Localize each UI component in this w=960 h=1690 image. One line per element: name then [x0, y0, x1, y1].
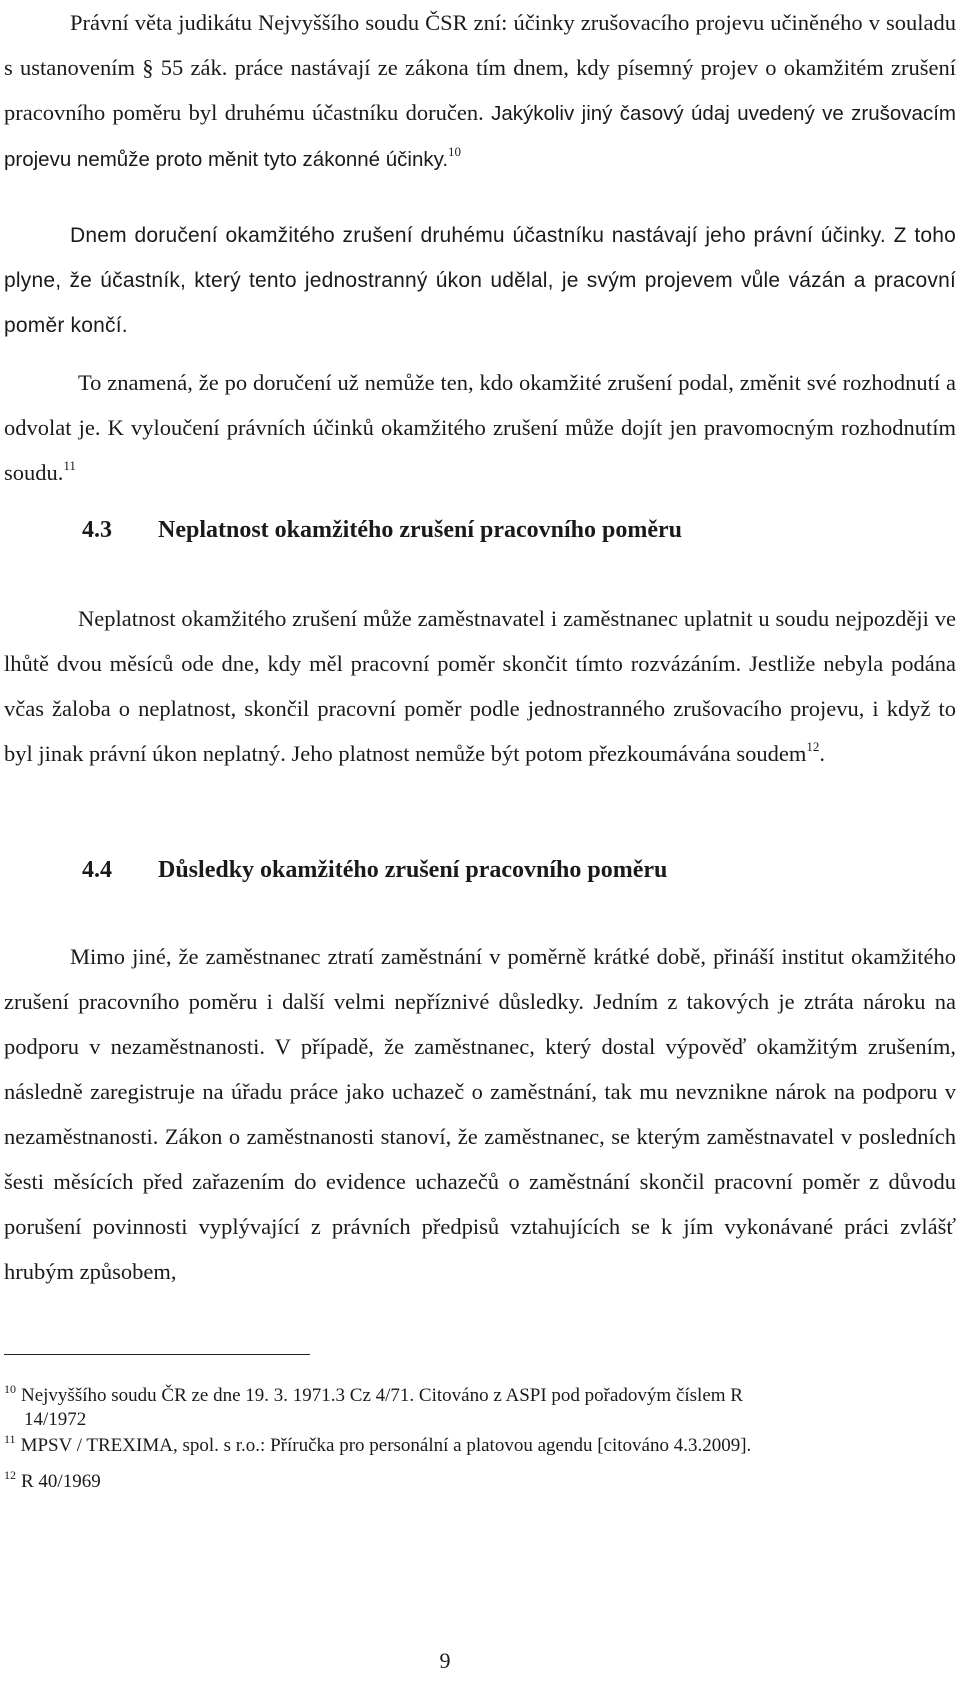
footnote-separator [4, 1354, 310, 1355]
paragraph-tail: Z toho plyne, že účastník, který tento jednostranný úkon udělal, je svým projevem vůle vázán a pracovní poměr končí. [4, 224, 956, 337]
footnote-text: Nejvyššího soudu ČR ze dne 19. 3. 1971.3 Cz 4/71. Citováno z ASPI pod pořadovým číslem R [21, 1385, 743, 1406]
footnote-number: 11 [4, 1432, 16, 1446]
footnote-text: R 40/1969 [21, 1471, 101, 1492]
footnote-number: 10 [4, 1382, 16, 1396]
paragraph-text: Neplatnost okamžitého zrušení může zaměstnavatel i zaměstnanec uplatnit u soudu nejpozději ve lhůtě dvou měsíců ode dne, kdy měl pracovní poměr skončit tímto rozvázáním. [4, 606, 956, 676]
paragraph-text: To znamená, že po doručení už nemůže ten, kdo okamžité zrušení podal, změnit své rozhodnutí a odvolat je. [4, 370, 956, 440]
paragraph-text: Mimo jiné, že zaměstnanec ztratí zaměstnání v poměrně krátké době, přináší institut okamžitého zrušení pracovního poměru i další velmi nepříznivé důsledky. Jedním z takových je ztráta nároku na podporu v nezaměstnanosti. V případě, že zaměstnanec, který dostal výpověď okamžitým zrušením, následně zaregistruje na úřadu práce jako uchazeč o zaměstnání, tak mu nevznikne nárok na podporu v nezaměstnanosti. Zákon o zaměstnanosti stanoví, že zaměstnanec, se kterým zaměstnavatel v posledních šesti měsících před zařazením do evidence uchazečů o zaměstnání skončil pracovní poměr z důvodu porušení povinnosti vyplývající z právních předpisů vztahujících se k jím vykonávané práci zvlášť hrubým způsobem, [4, 944, 956, 1284]
footnote-ref-10: 10 [448, 144, 462, 159]
paragraph-no-revocation [4, 360, 956, 495]
section-number: 4.4 [82, 857, 112, 883]
footnote-11 [4, 1434, 934, 1458]
paragraph-tail: Jakýkoliv jiný časový údaj uvedený ve zrušovacím projevu nemůže proto měnit tyto zákonné účinky. [4, 102, 956, 171]
paragraph-tail: Jestliže nebyla podána včas žaloba o neplatnost, skončil pracovní poměr podle jednostranného zrušovacího projevu, i když to byl jinak právní úkon neplatný. Jeho platnost nemůže být potom přezkoumávána soudem [4, 651, 956, 766]
section-heading-4-4 [82, 855, 667, 885]
footnote-number: 12 [4, 1468, 16, 1482]
section-heading-4-3 [82, 515, 682, 545]
page-number: 9 [439, 1648, 451, 1673]
footnote-12 [4, 1470, 934, 1494]
paragraph-delivery-effects [4, 213, 956, 348]
paragraph-legal-maxim [4, 0, 956, 182]
paragraph-text: Právní věta judikátu Nejvyššího soudu ČSR zní: účinky zrušovacího projevu učiněného v souladu s ustanovením § 55 zák. práce nastávají ze zákona tím dnem, kdy písemný projev o okamžitém zrušení pracovního poměru byl druhému účastníku doručen. [4, 10, 956, 125]
footnote-10 [4, 1384, 934, 1432]
section-number: 4.3 [82, 517, 112, 543]
footnote-ref-11: 11 [63, 458, 76, 473]
paragraph-end: . [819, 741, 825, 766]
paragraph-invalidity [4, 596, 956, 776]
footnote-text-cont: 14/1972 [24, 1409, 87, 1430]
section-title: Neplatnost okamžitého zrušení pracovního poměru [158, 517, 682, 543]
paragraph-consequences [4, 934, 956, 1294]
footnote-text: MPSV / TREXIMA, spol. s r.o.: Příručka pro personální a platovou agendu [citováno 4.3.2009]. [20, 1435, 752, 1456]
paragraph-text: Dnem doručení okamžitého zrušení druhému účastníku nastávají jeho právní účinky. [70, 224, 886, 247]
section-title: Důsledky okamžitého zrušení pracovního poměru [158, 857, 668, 883]
paragraph-tail: K vyloučení právních účinků okamžitého zrušení může dojít jen pravomocným rozhodnutím soudu. [4, 415, 956, 485]
footnote-ref-12: 12 [806, 739, 820, 754]
